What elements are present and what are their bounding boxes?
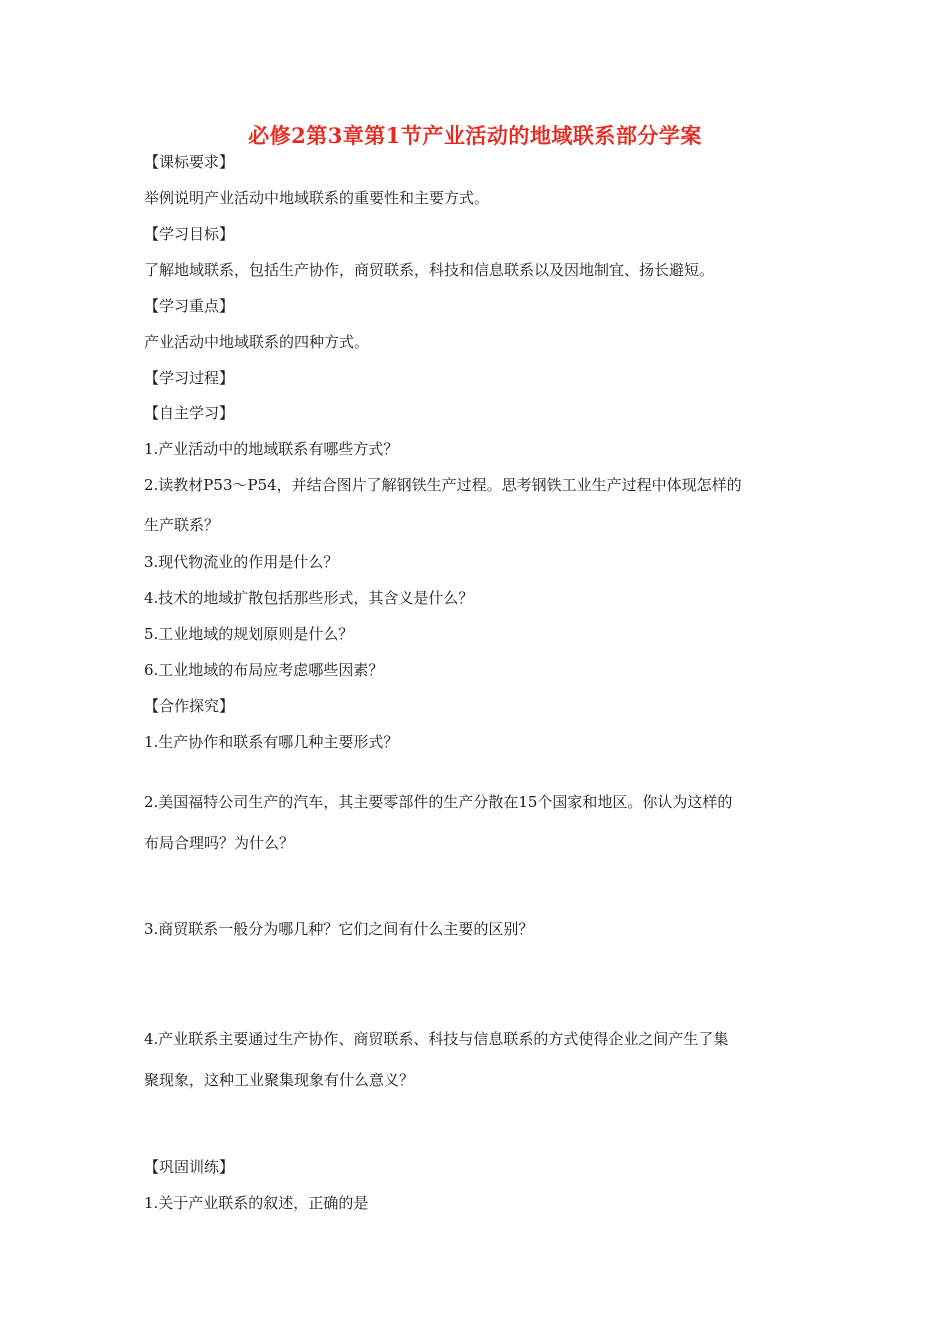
question-line: 1.关于产业联系的叙述，正确的是 [144, 1194, 369, 1212]
section-heading-focus: 【学习重点】 [144, 297, 235, 315]
question-line: 2.美国福特公司生产的汽车，其主要零部件的生产分散在15个国家和地区。你认为这样的 [144, 793, 733, 811]
question-line: 1.产业活动中的地域联系有哪些方式？ [144, 440, 399, 458]
paragraph-focus: 产业活动中地域联系的四种方式。 [144, 333, 370, 351]
section-heading-curriculum: 【课标要求】 [144, 153, 235, 171]
question-line: 3.现代物流业的作用是什么？ [144, 553, 339, 571]
question-line: 4.产业联系主要通过生产协作、商贸联系、科技与信息联系的方式使得企业之间产生了集 [144, 1030, 729, 1048]
question-line: 聚现象，这种工业聚集现象有什么意义？ [144, 1071, 415, 1089]
paragraph-curriculum: 举例说明产业活动中地域联系的重要性和主要方式。 [144, 189, 490, 207]
section-heading-self-study: 【自主学习】 [144, 404, 235, 422]
question-line: 生产联系？ [144, 516, 220, 534]
question-line: 6.工业地域的布局应考虑哪些因素？ [144, 661, 384, 679]
question-line: 布局合理吗？为什么？ [144, 834, 295, 852]
question-line: 1.生产协作和联系有哪几种主要形式？ [144, 733, 399, 751]
section-heading-practice: 【巩固训练】 [144, 1158, 235, 1176]
section-heading-process: 【学习过程】 [144, 369, 235, 387]
section-heading-objectives: 【学习目标】 [144, 225, 235, 243]
question-line: 4.技术的地域扩散包括那些形式，其含义是什么？ [144, 589, 474, 607]
question-line: 3.商贸联系一般分为哪几种？它们之间有什么主要的区别？ [144, 920, 534, 938]
document-title: 必修2第3章第1节产业活动的地域联系部分学案 [248, 123, 702, 148]
section-heading-cooperation: 【合作探究】 [144, 697, 235, 715]
question-line: 5.工业地域的规划原则是什么？ [144, 625, 354, 643]
paragraph-objectives: 了解地域联系，包括生产协作，商贸联系，科技和信息联系以及因地制宜、扬长避短。 [144, 261, 715, 279]
question-line: 2.读教材P53～P54，并结合图片了解钢铁生产过程。思考钢铁工业生产过程中体现怎样的 [144, 476, 742, 494]
